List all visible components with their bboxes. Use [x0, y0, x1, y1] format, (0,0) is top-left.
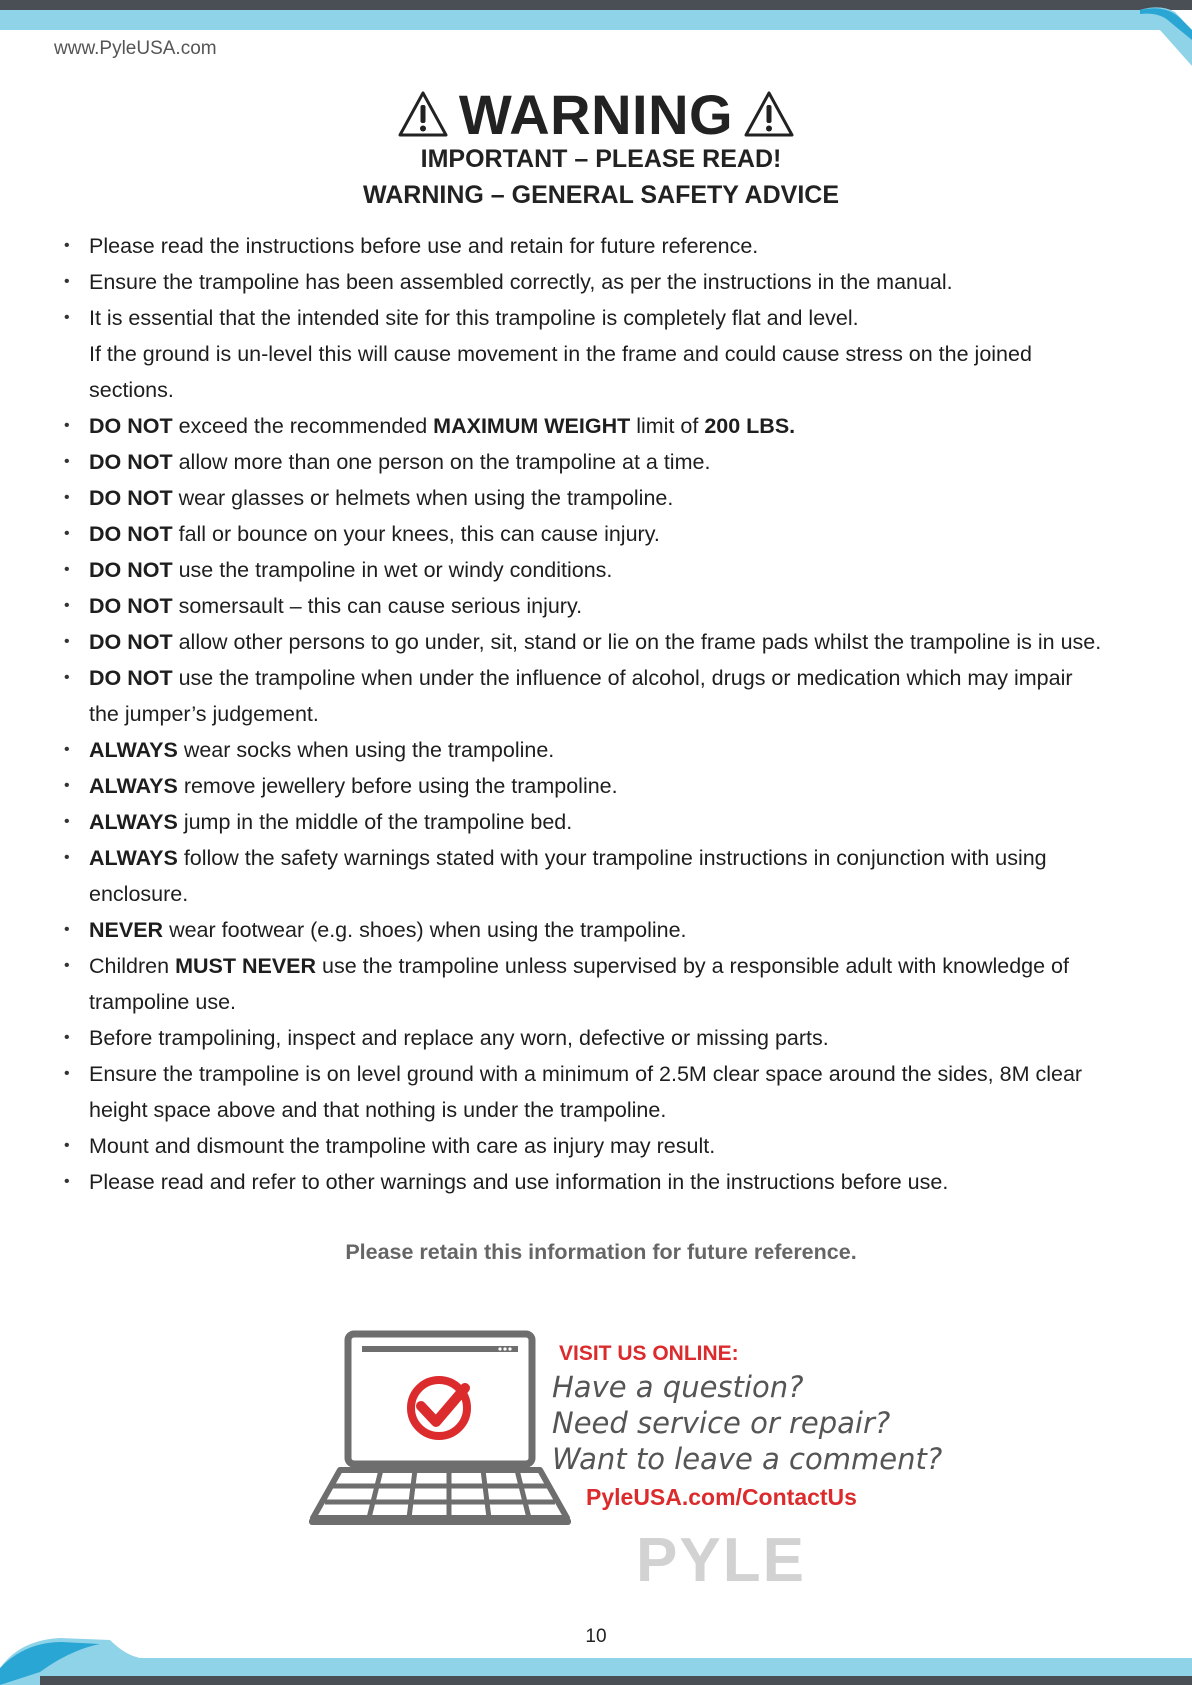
list-item-text: the jumper’s judgement. [89, 702, 319, 726]
list-item [64, 300, 1144, 336]
question-line-2: Need service or repair? [552, 1406, 891, 1440]
list-item-emphasis: ALWAYS [89, 846, 178, 870]
visit-us-online: VISIT US ONLINE: [559, 1342, 739, 1365]
list-item [64, 1164, 1144, 1200]
list-item-text: wear socks when using the trampoline. [183, 738, 555, 762]
list-item-emphasis: MUST NEVER [175, 954, 317, 978]
list-item [64, 768, 1144, 804]
warning-triangle-icon [743, 90, 795, 138]
warning-heading: WARNING [458, 82, 734, 146]
list-item-text: wear glasses or helmets when using the trampoline. [178, 486, 674, 510]
list-item-text: trampoline use. [89, 990, 236, 1014]
list-item [64, 444, 1144, 480]
list-item [64, 840, 1144, 876]
list-item-text: allow other persons to go under, sit, stand or lie on the frame pads whilst the trampoline is in use. [178, 630, 1102, 654]
list-item-text: wear footwear (e.g. shoes) when using the trampoline. [169, 918, 687, 942]
list-item-text: allow more than one person on the trampoline at a time. [178, 450, 711, 474]
subtitle-important: IMPORTANT – PLEASE READ! [420, 145, 782, 173]
question-line-1: Have a question? [552, 1370, 804, 1404]
list-item-emphasis: DO NOT [89, 522, 173, 546]
list-item [64, 624, 1144, 660]
list-item-text: remove jewellery before using the trampoline. [183, 774, 618, 798]
list-item-text: Please read the instructions before use and retain for future reference. [89, 234, 759, 258]
list-item [64, 516, 1144, 552]
site-url: www.PyleUSA.com [54, 38, 217, 59]
warning-title [0, 84, 1192, 144]
pyle-logo: PYLE [636, 1526, 806, 1595]
list-item [64, 948, 1144, 984]
list-item-text: Ensure the trampoline is on level ground with a minimum of 2.5M clear space around the sides, 8M clear [89, 1062, 1083, 1086]
list-item-text: Before trampolining, inspect and replace any worn, defective or missing parts. [89, 1026, 829, 1050]
list-item-emphasis: ALWAYS [89, 774, 178, 798]
list-item [64, 1020, 1144, 1056]
list-item-emphasis: DO NOT [89, 486, 173, 510]
list-item-text: It is essential that the intended site for this trampoline is completely flat and level. [89, 306, 859, 330]
list-item-continuation [64, 1092, 1144, 1128]
question-line-3: Want to leave a comment? [552, 1442, 943, 1476]
list-item [64, 1056, 1144, 1092]
list-item-continuation [64, 336, 1144, 372]
list-item-emphasis: DO NOT [89, 666, 173, 690]
retain-note: Please retain this information for future reference. [345, 1240, 857, 1264]
list-item-text: If the ground is un-level this will cause movement in the frame and could cause stress on the joined [89, 342, 1032, 366]
list-item [64, 552, 1144, 588]
list-item [64, 588, 1144, 624]
list-item [64, 408, 1144, 444]
list-item-text: Children [89, 954, 170, 978]
list-item-text: exceed the recommended [178, 414, 428, 438]
list-item-emphasis: DO NOT [89, 450, 173, 474]
list-item [64, 660, 1144, 696]
list-item [64, 804, 1144, 840]
list-item-continuation [64, 696, 1144, 732]
list-item-continuation [64, 876, 1144, 912]
safety-advice-list [64, 228, 1144, 1200]
warning-triangle-icon [397, 90, 449, 138]
list-item-text: sections. [89, 378, 174, 402]
list-item-text: Ensure the trampoline has been assembled correctly, as per the instructions in the manual. [89, 270, 953, 294]
list-item [64, 228, 1144, 264]
list-item-emphasis: DO NOT [89, 594, 173, 618]
list-item-emphasis: 200 LBS. [704, 414, 796, 438]
list-item [64, 264, 1144, 300]
list-item-emphasis: ALWAYS [89, 738, 178, 762]
list-item-text: height space above and that nothing is under the trampoline. [89, 1098, 667, 1122]
list-item [64, 1128, 1144, 1164]
list-item-continuation [64, 984, 1144, 1020]
contact-link[interactable]: PyleUSA.com/ContactUs [586, 1484, 857, 1510]
list-item-text: Mount and dismount the trampoline with care as injury may result. [89, 1134, 716, 1158]
list-item [64, 732, 1144, 768]
list-item-emphasis: DO NOT [89, 414, 173, 438]
page-number: 10 [585, 1626, 607, 1647]
list-item [64, 480, 1144, 516]
list-item-text: jump in the middle of the trampoline bed. [183, 810, 573, 834]
list-item-text: limit of [636, 414, 699, 438]
list-item-text: use the trampoline unless supervised by a responsible adult with knowledge of [322, 954, 1069, 978]
list-item-emphasis: DO NOT [89, 630, 173, 654]
list-item-text: Please read and refer to other warnings and use information in the instructions before use. [89, 1170, 949, 1194]
list-item-text: enclosure. [89, 882, 189, 906]
list-item [64, 912, 1144, 948]
list-item-continuation [64, 372, 1144, 408]
list-item-text: use the trampoline in wet or windy conditions. [178, 558, 613, 582]
list-item-emphasis: DO NOT [89, 558, 173, 582]
list-item-emphasis: NEVER [89, 918, 164, 942]
subtitle-general-safety: WARNING – GENERAL SAFETY ADVICE [363, 181, 839, 209]
list-item-emphasis: ALWAYS [89, 810, 178, 834]
list-item-text: follow the safety warnings stated with your trampoline instructions in conjunction with using [183, 846, 1047, 870]
list-item-emphasis: MAXIMUM WEIGHT [433, 414, 631, 438]
list-item-text: use the trampoline when under the influence of alcohol, drugs or medication which may impair [178, 666, 1073, 690]
list-item-text: fall or bounce on your knees, this can cause injury. [178, 522, 660, 546]
laptop-checkmark-icon [305, 1330, 575, 1530]
list-item-text: somersault – this can cause serious injury. [178, 594, 583, 618]
